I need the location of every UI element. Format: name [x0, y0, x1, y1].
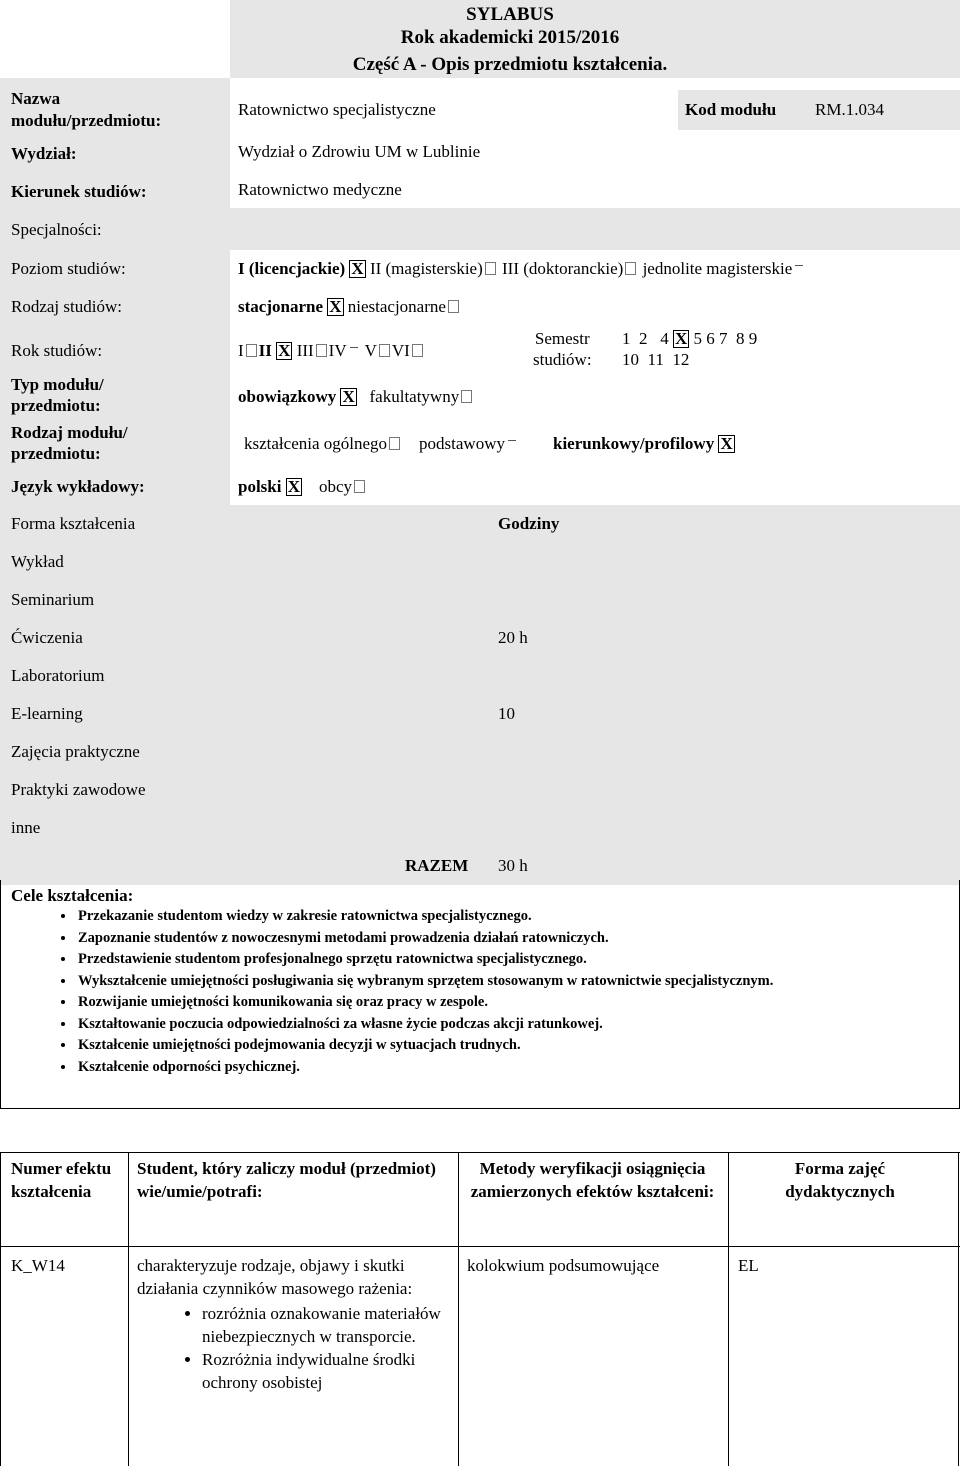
- hours-header-form: Forma kształcenia: [11, 514, 136, 533]
- effect-description: [137, 1254, 452, 1394]
- goal-item: • Rozwijanie umiejętności komunikowania się oraz pracy w zespole.: [76, 992, 773, 1014]
- rm-opt3-mark: X: [720, 434, 733, 453]
- checkbox-icon: [795, 265, 803, 266]
- hours-row-label: inne: [11, 818, 41, 837]
- jezyk-opt1: polski: [238, 477, 282, 496]
- poziom-opt2: II (magisterskie): [369, 259, 483, 278]
- rodzaj-studiow-label: Rodzaj studiów:: [11, 297, 122, 316]
- hours-row-label: Laboratorium: [11, 666, 105, 685]
- checkbox-icon: [448, 300, 459, 313]
- rodzaj-opt2: niestacjonarne: [347, 297, 446, 316]
- effect-method: kolokwium podsumowujące: [467, 1256, 660, 1275]
- effects-header-methods: Metody weryfikacji osiągnięcia zamierzonych efektów kształceni:: [470, 1159, 715, 1201]
- checkbox-icon: [316, 344, 327, 357]
- goal-item: • Kształcenie odporności psychicznej.: [76, 1057, 773, 1079]
- checkbox-icon: [246, 344, 257, 357]
- academic-year: Rok akademicki 2015/2016: [400, 27, 620, 48]
- rok-III: III: [296, 341, 314, 360]
- part-title: Część A - Opis przedmiotu kształcenia.: [352, 54, 668, 75]
- rok-I: I: [238, 341, 244, 360]
- poziom-label: Poziom studiów:: [11, 259, 126, 278]
- nazwa-value: Ratownictwo specjalistyczne: [238, 100, 436, 119]
- effects-border-mid: [0, 1246, 960, 1247]
- rodzaj-opt1-mark: X: [329, 297, 342, 316]
- typ-opt1-mark: X: [342, 387, 355, 406]
- kod-label: Kod modułu: [685, 100, 777, 119]
- rodzaj-studiow-options: [238, 297, 461, 317]
- jezyk-opt1-mark: X: [287, 477, 301, 496]
- checkbox-icon: [379, 344, 390, 357]
- rm-opt2: podstawowy: [419, 434, 505, 453]
- hours-row-label: Wykład: [11, 552, 64, 571]
- rm-opt3: kierunkowy/profilowy: [552, 434, 715, 453]
- poziom-opt1: I (licencjackie): [238, 259, 346, 278]
- effects-header-form: Forma zajęć dydaktycznych: [785, 1159, 895, 1201]
- effects-border-top: [0, 1152, 960, 1153]
- goal-item: • Przedstawienie studentom profesjonalnego sprzętu ratownictwa specjalistycznego.: [76, 949, 773, 971]
- effects-header-number: Numer efektu kształcenia: [11, 1159, 112, 1201]
- goal-item: • Przekazanie studentom wiedzy w zakresie ratownictwa specjalistycznego.: [76, 906, 773, 928]
- hours-row-label: E-learning: [11, 704, 83, 723]
- sem-mark: X: [675, 329, 688, 348]
- effects-col-divider: [128, 1152, 129, 1466]
- rm-opt1: kształcenia ogólnego: [244, 434, 388, 453]
- sem-line1b: 5 6 7 8 9: [693, 329, 758, 348]
- syllabus-title: SYLABUS: [466, 4, 554, 25]
- jezyk-label: Język wykładowy:: [11, 477, 145, 496]
- jezyk-options: [238, 477, 367, 497]
- poziom-opt1-mark: X: [351, 259, 364, 278]
- sem-line2: 10 11 12: [622, 350, 690, 369]
- wydzial-value: Wydział o Zdrowiu UM w Lublinie: [238, 142, 481, 161]
- effect-subitems: [137, 1302, 452, 1394]
- goal-item: • Kształtowanie poczucia odpowiedzialności za własne życie podczas akcji ratunkowej.: [76, 1014, 773, 1036]
- typ-options: [238, 387, 474, 407]
- kierunek-value: Ratownictwo medyczne: [238, 180, 402, 199]
- effect-form: EL: [738, 1256, 759, 1275]
- goals-title: Cele kształcenia:: [11, 886, 134, 905]
- checkbox-icon: [508, 440, 516, 441]
- typ-opt1: obowiązkowy: [238, 387, 337, 406]
- goal-item: • Wykształcenie umiejętności posługiwania się wybranym sprzętem stosowanym w ratownictwie specjalistycznym.: [76, 971, 773, 993]
- hours-row-label: Seminarium: [11, 590, 95, 609]
- checkbox-icon: [625, 262, 636, 275]
- rok-II-mark: X: [278, 341, 291, 360]
- hours-row-value: 20 h: [498, 628, 528, 647]
- hours-header-hours: Godziny: [498, 514, 560, 533]
- effects-border-right: [958, 1152, 959, 1466]
- checkbox-icon: [412, 344, 423, 357]
- semestr-options: [622, 328, 757, 370]
- semestr-label: [533, 328, 592, 370]
- poziom-opt4: jednolite magisterskie: [642, 259, 793, 278]
- rok-label: Rok studiów:: [11, 341, 103, 360]
- spec-bg: [0, 208, 960, 250]
- kod-value: RM.1.034: [815, 100, 884, 119]
- rodzaj-modulu-label: Rodzaj modułu/ przedmiotu:: [11, 423, 128, 463]
- rok-options: [238, 341, 425, 361]
- rodzaj-opt1: stacjonarne: [238, 297, 323, 316]
- hours-row-label: Ćwiczenia: [11, 628, 83, 647]
- hours-table: [0, 505, 960, 885]
- rodzaj-modulu-options: [244, 434, 735, 454]
- jezyk-opt2: obcy: [319, 477, 353, 496]
- hours-row-value: 10: [498, 704, 515, 723]
- goals-list: [36, 906, 773, 1078]
- poziom-options: [238, 259, 806, 279]
- effect-subitem: • Rozróżnia indywidualne środki ochrony osobistej: [202, 1348, 452, 1394]
- hours-row-label: Zajęcia praktyczne: [11, 742, 140, 761]
- effects-col-divider: [728, 1152, 729, 1466]
- rok-VI: VI: [391, 341, 410, 360]
- effect-number: K_W14: [11, 1256, 65, 1275]
- rok-IV: IV: [328, 341, 347, 360]
- effect-text: charakteryzuje rodzaje, objawy i skutki działania czynników masowego rażenia:: [137, 1256, 413, 1298]
- checkbox-icon: [354, 480, 365, 493]
- specjalnosci-label: Specjalności:: [11, 220, 102, 239]
- typ-opt2: fakultatywny: [369, 387, 460, 406]
- kierunek-label: Kierunek studiów:: [11, 182, 147, 201]
- effects-col-divider: [458, 1152, 459, 1466]
- checkbox-icon: [350, 347, 358, 348]
- total-value: 30 h: [498, 856, 528, 875]
- nazwa-label: Nazwa modułu/przedmiotu:: [11, 89, 162, 130]
- typ-label: Typ modułu/ przedmiotu:: [11, 375, 104, 415]
- poziom-opt3: III (doktoranckie): [502, 259, 624, 278]
- rok-V: V: [364, 341, 377, 360]
- semestr-label-line1: Semestr: [534, 329, 590, 348]
- checkbox-icon: [461, 390, 472, 403]
- wydzial-label: Wydział:: [11, 144, 77, 163]
- total-label: RAZEM: [405, 856, 469, 875]
- checkbox-icon: [389, 437, 400, 450]
- goal-item: • Zapoznanie studentów z nowoczesnymi metodami prowadzenia działań ratowniczych.: [76, 928, 773, 950]
- hours-row-label: Praktyki zawodowe: [11, 780, 146, 799]
- effect-subitem: • rozróżnia oznakowanie materiałów niebezpiecznych w transporcie.: [202, 1302, 452, 1348]
- semestr-label-line2: studiów:: [533, 350, 592, 369]
- sem-line1: 1 2 4: [622, 329, 669, 348]
- goal-item: • Kształcenie umiejętności podejmowania decyzji w sytuacjach trudnych.: [76, 1035, 773, 1057]
- checkbox-icon: [485, 262, 496, 275]
- effects-header-student: Student, który zaliczy moduł (przedmiot) wie/umie/potrafi:: [137, 1159, 436, 1201]
- effects-border-left: [0, 1152, 1, 1466]
- rok-II: II: [258, 341, 272, 360]
